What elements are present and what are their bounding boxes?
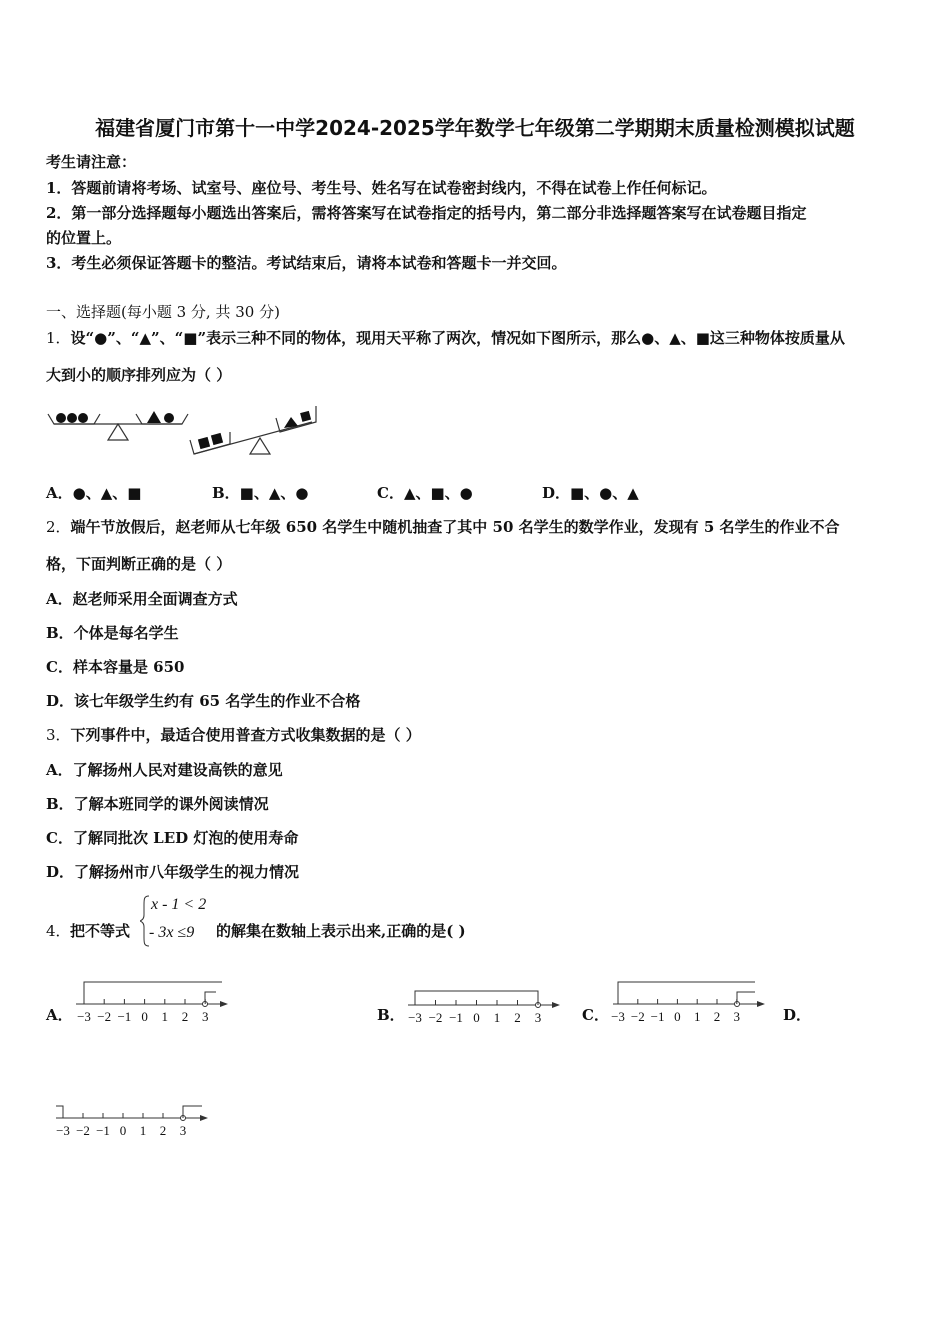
q2-option-a[interactable]: A．赵老师采用全面调查方式 [46,590,238,608]
q4-option-c-label[interactable]: C． [582,1006,609,1024]
tick-label: 1 [161,1009,169,1024]
question-stem: 下列事件中，最适合使用普查方式收集数据的是（ ） [70,726,421,744]
tick-label: −1 [117,1009,132,1024]
question-2-stem-cont: 格，下面判断正确的是（ ） [46,555,232,573]
q3-option-a[interactable]: A．了解扬州人民对建设高铁的意见 [46,761,283,779]
tick-label: 2 [713,1009,721,1024]
notice-item-3: 3．考生必须保证答题卡的整洁。考试结束后，请将本试卷和答题卡一并交回。 [46,254,567,272]
number-line-a[interactable] [72,976,232,1028]
inequality-1: x - 1 < 2 [151,896,207,913]
q3-option-c[interactable]: C．了解同批次 LED 灯泡的使用寿命 [46,829,299,847]
q2-option-b[interactable]: B．个体是每名学生 [46,624,179,642]
balance-scale-1 [48,411,188,440]
q4-number: 4． [46,922,71,940]
tick-label: −1 [449,1010,463,1025]
question-stem: 端午节放假后，赵老师从七年级 650 名学生中随机抽查了其中 50 名学生的数学作业，发现有 5 名学生的作业不合 [70,518,840,536]
q2-option-d[interactable]: D．该七年级学生约有 65 名学生的作业不合格 [46,692,361,710]
question-1-stem-cont: 大到小的顺序排列应为（ ） [46,366,232,384]
q4-option-d-label[interactable]: D． [783,1006,812,1024]
inequality-2: - 3x ≤9 [149,924,195,941]
tick-label: 1 [493,1010,501,1025]
tick-label: −3 [77,1009,91,1024]
tick-label: 0 [141,1009,148,1024]
tick-label: −2 [630,1009,645,1024]
q3-option-b[interactable]: B．了解本班同学的课外阅读情况 [46,795,269,813]
number-line-d[interactable] [52,1100,212,1152]
q4-post: 的解集在数轴上表示出来,正确的是( ) [216,922,466,940]
tick-label: 3 [201,1009,209,1024]
tick-label: 2 [181,1009,189,1024]
question-stem: 设“●”、“▲”、“■”表示三种不同的物体，现用天平称了两次，情况如下图所示，那么●、▲、■这三种物体按质量从 [70,329,845,347]
notice-item-2-cont: 的位置上。 [46,229,122,247]
balance-scale-2 [190,406,316,454]
balance-figure [44,398,334,468]
q3-option-d[interactable]: D．了解扬州市八年级学生的视力情况 [46,863,300,881]
q2-option-c[interactable]: C．样本容量是 650 [46,658,185,676]
q1-option-a[interactable]: A．●、▲、■ [46,484,142,502]
q4-option-b-label[interactable]: B． [377,1006,405,1024]
tick-label: 2 [159,1123,167,1138]
section-heading: 一、选择题(每小题 3 分, 共 30 分) [46,303,280,321]
tick-label: 3 [179,1123,187,1138]
tick-label: −2 [428,1010,443,1025]
tick-label: −1 [96,1123,110,1138]
number-line-c[interactable] [609,976,769,1028]
q4-pre: 把不等式 [70,922,131,940]
page-title: 福建省厦门市第十一中学2024-2025学年数学七年级第二学期期末质量检测模拟试题 [95,116,855,140]
question-3 [46,724,421,745]
tick-label: 0 [119,1123,127,1138]
q1-option-c[interactable]: C．▲、■、● [377,484,473,502]
tick-label: 3 [534,1010,542,1025]
tick-label: 2 [514,1010,521,1025]
question-1 [46,327,845,348]
question-2 [46,516,840,537]
tick-label: 0 [674,1009,681,1024]
q4-option-a-label[interactable]: A． [46,1006,73,1024]
tick-label: 3 [733,1009,741,1024]
tick-label: 0 [473,1010,480,1025]
q1-option-b[interactable]: B．■、▲、● [212,484,309,502]
tick-label: −2 [97,1009,112,1024]
q1-option-d[interactable]: D．■、●、▲ [542,484,639,502]
notice-item-2: 2．第一部分选择题每小题选出答案后，需将答案写在试卷指定的括号内，第二部分非选择题答案写在试卷题目指定 [46,204,807,222]
tick-label: 1 [139,1123,147,1138]
tick-label: −3 [611,1009,625,1024]
question-number: 3． [46,726,71,744]
question-number: 2． [46,518,71,536]
tick-label: −3 [56,1123,70,1138]
tick-label: 1 [693,1009,701,1024]
notice-heading: 考生请注意： [46,153,137,171]
question-number: 1． [46,329,71,347]
tick-label: −1 [650,1009,665,1024]
notice-item-1: 1．答题前请将考场、试室号、座位号、考生号、姓名写在试卷密封线内，不得在试卷上作任何标记。 [46,179,717,197]
number-line-b[interactable] [404,981,564,1033]
tick-label: −3 [408,1010,422,1025]
tick-label: −2 [76,1123,90,1138]
